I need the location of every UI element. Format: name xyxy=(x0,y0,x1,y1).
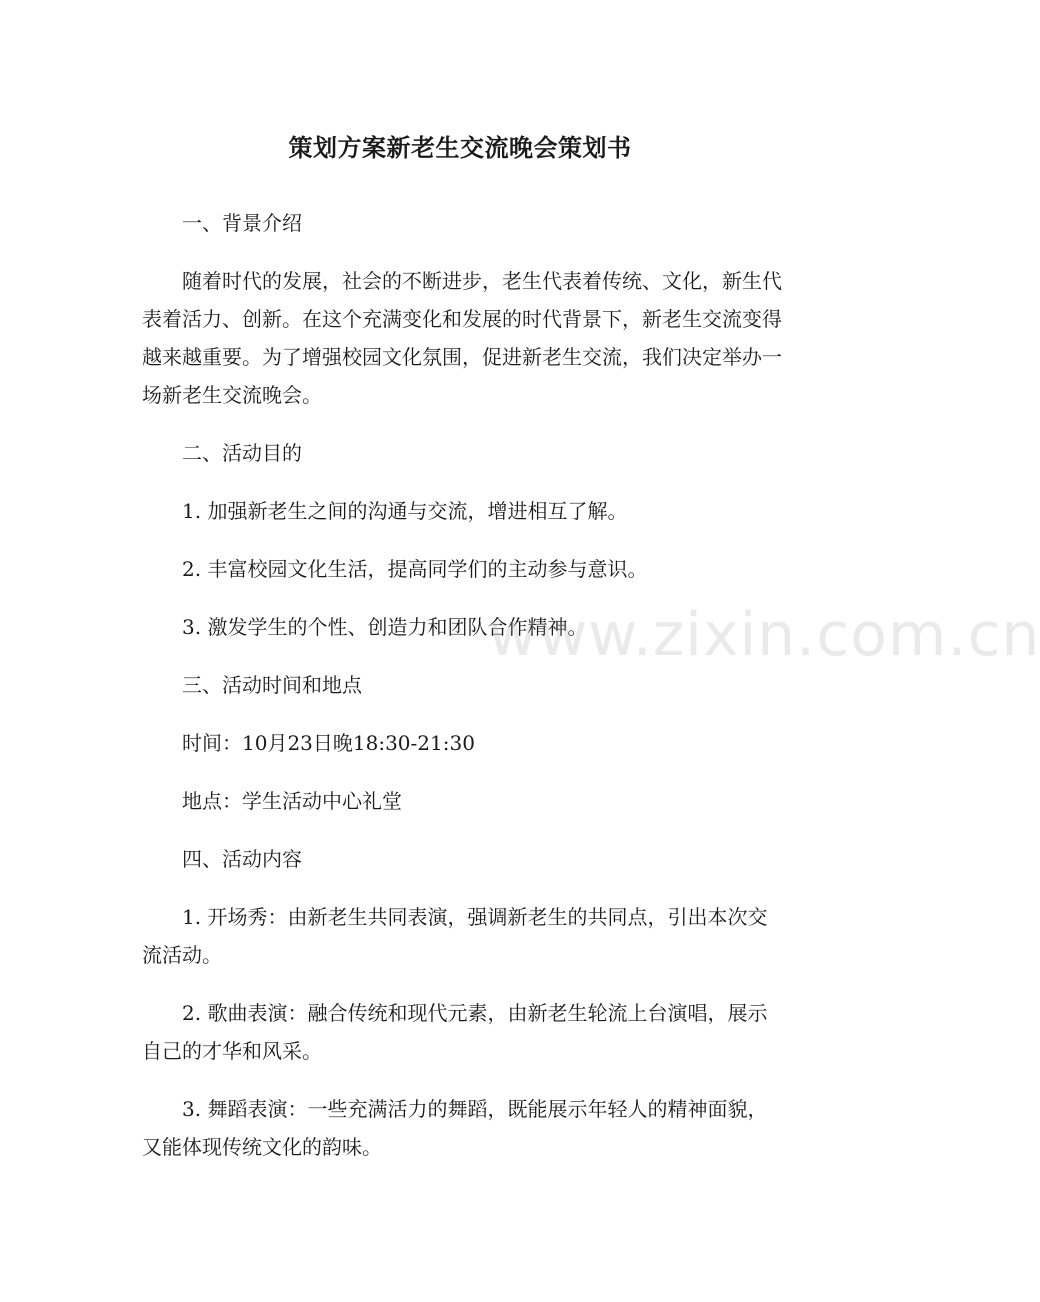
content-item-1: 1. 开场秀：由新老生共同表演，强调新老生的共同点，引出本次交流活动。 xyxy=(142,905,768,967)
event-location: 地点：学生活动中心礼堂 xyxy=(182,789,402,813)
section-heading-background: 一、背景介绍 xyxy=(182,211,302,235)
section-heading-time-place: 三、活动时间和地点 xyxy=(182,673,362,697)
watermark: www.zixin.com.cn xyxy=(488,600,1040,670)
section-heading-purpose: 二、活动目的 xyxy=(182,441,302,465)
section-heading-content: 四、活动内容 xyxy=(182,847,302,871)
content-item-3: 3. 舞蹈表演：一些充满活力的舞蹈，既能展示年轻人的精神面貌，又能体现传统文化的韵味。 xyxy=(142,1097,768,1159)
document-body xyxy=(142,204,782,1186)
purpose-item-1: 1. 加强新老生之间的沟通与交流，增进相互了解。 xyxy=(182,499,628,523)
purpose-item-3: 3. 激发学生的个性、创造力和团队合作精神。 xyxy=(182,615,588,639)
paragraph-background: 随着时代的发展，社会的不断进步，老生代表着传统、文化，新生代表着活力、创新。在这个充满变化和发展的时代背景下，新老生交流变得越来越重要。为了增强校园文化氛围，促进新老生交流，我们决定举办一场新老生交流晚会。 xyxy=(142,269,782,407)
content-item-2: 2. 歌曲表演：融合传统和现代元素，由新老生轮流上台演唱，展示自己的才华和风采。 xyxy=(142,1001,768,1063)
event-time: 时间：10月23日晚18:30-21:30 xyxy=(182,731,475,755)
purpose-item-2: 2. 丰富校园文化生活，提高同学们的主动参与意识。 xyxy=(182,557,648,581)
document-title: 策划方案新老生交流晚会策划书 xyxy=(288,134,632,162)
